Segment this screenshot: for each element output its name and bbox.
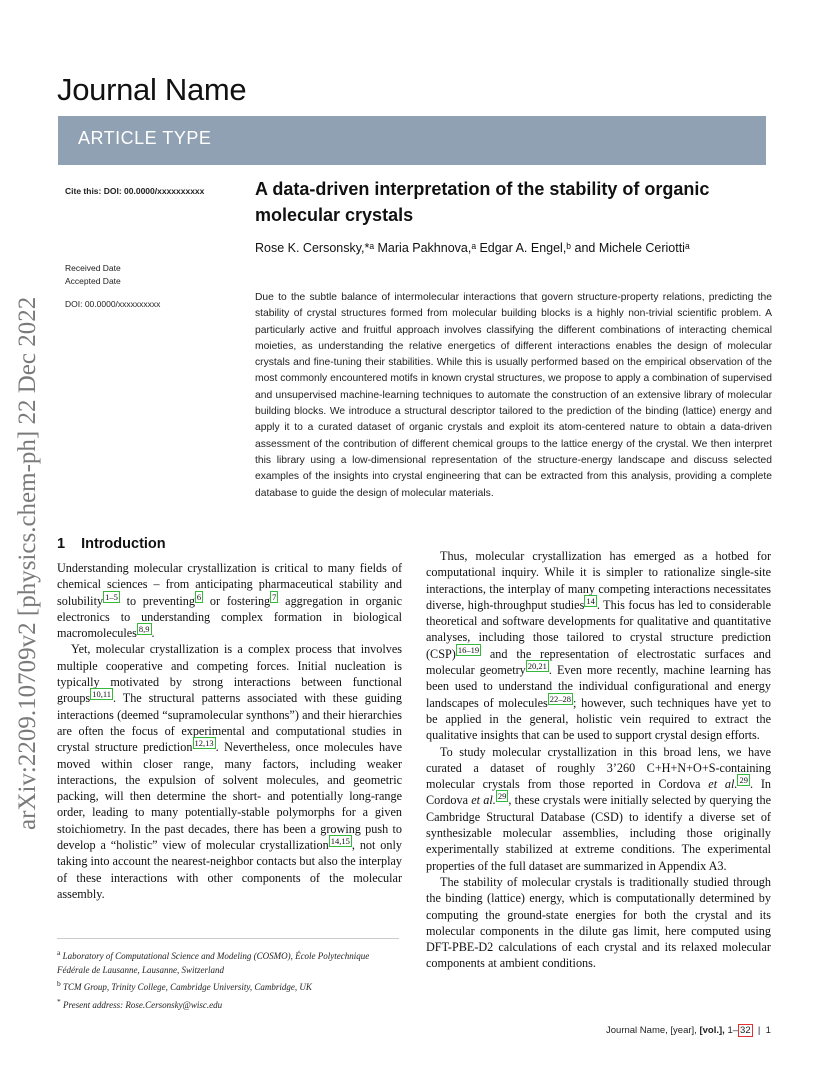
footer-pages-start: 1–: [727, 1025, 739, 1036]
citation-link[interactable]: 8,9: [138, 624, 150, 635]
article-type-banner: [58, 116, 766, 165]
received-date: Received Date: [65, 263, 121, 273]
text-run: to preventing: [119, 593, 195, 608]
footnote: [57, 977, 402, 995]
cite-this: Cite this: DOI: 00.0000/xxxxxxxxxx: [65, 186, 205, 196]
citation-link[interactable]: 22–28: [549, 693, 572, 704]
footnote-text: Present address: Rose.Cersonsky@wisc.edu: [63, 999, 223, 1010]
text-run: .: [151, 626, 155, 641]
citation-link[interactable]: 16–19: [457, 644, 480, 655]
footer-volume: [vol.],: [699, 1025, 725, 1036]
text-run: or fostering: [203, 593, 271, 608]
dates-block: [65, 262, 121, 288]
author-list: Rose K. Cersonsky,*ᵃ Maria Pakhnova,ᵃ Edgar A. Engel,ᵇ and Michele Ceriottiᵃ: [255, 241, 690, 255]
citation-link[interactable]: 29: [497, 791, 507, 802]
journal-name: Journal Name: [57, 72, 247, 107]
text-run: Thus, molecular crystallization has emerged as a hotbed for computational inquiry. While it is simpler to rationalize single-site interactions, the interplay of many competing interactions necessitates diverse, high-throughput studies: [426, 549, 771, 612]
footnote-text: Laboratory of Computational Science and Modeling (COSMO), École Polytechnique Fédérale de Lausanne, Lausanne, Switzerland: [57, 951, 370, 975]
left-column: [57, 560, 402, 902]
paragraph: [57, 641, 402, 902]
article-type-label: ARTICLE TYPE: [78, 128, 212, 148]
footnote: [57, 946, 402, 977]
footnote-rule: [57, 938, 399, 939]
et-al: et al.: [708, 777, 738, 792]
footer-journal: Journal Name, [year],: [606, 1025, 697, 1036]
text-run: . This focus has led to considerable theoretical and software developments for qualitative and quantitative analyses, including those tailored to crystal structure prediction (CSP): [426, 597, 772, 661]
paragraph: [426, 744, 771, 874]
text-run: Understanding molecular crystallization is critical to many fields of chemical sciences – from anticipating pharmaceutical stability and solubility: [57, 561, 402, 608]
text-run: . In Cordova: [426, 777, 772, 808]
footnote-mark: b: [57, 979, 61, 988]
paragraph: [57, 560, 402, 641]
page-footer: Journal Name, [year], [vol.], 1– 32 | 1: [606, 1025, 771, 1036]
et-al: et al.: [471, 793, 496, 808]
text-run: . Nevertheless, once molecules have moved within closer range, many factors, including weaker interactions, the expulsion of solvent molecules, and geometric packing, will then determine the short- and potentially long-range order, leading to many potentially-stable polymorphs for a given stoichiometry. In the past decades, there has been a growing push to develop a “holistic” view of molecular crystallization: [57, 740, 402, 853]
text-run: Yet, molecular crystallization is a complex process that involves multiple cooperative and competing forces. Initial nucleation is typically motivated by strong interactions between functional groups: [57, 642, 402, 706]
paragraph: [426, 548, 771, 744]
citation-link[interactable]: 14: [586, 595, 595, 606]
section-number: 1: [57, 536, 66, 552]
doi: DOI: 00.0000/xxxxxxxxxx: [65, 299, 161, 309]
right-column: [426, 548, 771, 972]
arxiv-stamp: arXiv:2209.10709v2 [physics.chem-ph] 22 Dec 2022: [14, 296, 41, 830]
citation-link[interactable]: 10,11: [92, 689, 111, 700]
footnote-mark: *: [57, 996, 61, 1006]
citation-link[interactable]: 29: [739, 775, 748, 786]
text-run: , these crystals were initially selected by querying the Cambridge Structural Database (CSD) to identify a diverse set of synthesizable molecular assemblies, including those originally experimentally stabilized at extreme conditions. The experimental properties of the full dataset are summarized in Appendix A3.: [426, 793, 771, 873]
text-run: ; however, such techniques have yet to be applied in the general, holistic vein required to extract the qualitative insights that can be used to support crystal design efforts.: [426, 695, 771, 743]
text-run: . The structural patterns associated with these guiding interactions (deemed “supramolecular synthons”) and their hierarchies are often the focus of experimental and computational studies in crystal structure prediction: [57, 691, 402, 755]
accepted-date: Accepted Date: [65, 276, 121, 286]
citation-link[interactable]: 12,13: [194, 738, 214, 749]
footnotes: [57, 946, 402, 1012]
footnote-mark: a: [57, 948, 61, 957]
abstract: Due to the subtle balance of intermolecular interactions that govern structure-property relations, predicting the stability of crystal structures formed from molecular building blocks is a highly non-trivial scientific problem. A particularly active and fruitful approach involves classifying the different combinations of interacting chemical moieties, as understanding the relative energetics of different interactions enables the design of molecular crystals and fine-tuning their stabilities. While this is usually performed based on the empirical observation of the most commonly encountered motifs in known crystal structures, we propose to apply a combination of supervised and unsupervised machine-learning techniques to automate the construction of an extensive library of molecular building blocks. We introduce a structural descriptor tailored to the prediction of the binding (lattice) energy and apply it to a curated dataset of organic crystals and exploit its atom-centered nature to obtain a data-driven assessment of the contribution of different chemical groups to the lattice energy of the crystal. We then interpret this library using a low-dimensional representation of the structure-energy landscape and discuss selected examples of the insights into crystal engineering that can be extracted from this analysis, providing a complete database to guide the design of molecular materials.: [255, 292, 772, 499]
text-run: and the representation of electrostatic surfaces and molecular geometry: [426, 646, 771, 678]
paragraph: The stability of molecular crystals is traditionally studied through the binding (lattice) energy, which is computationally determined by computing the ground-state energies for both the crystal and its molecular components in the dilute gas limit, here computed using DFT-PBE-D2 calculations of each crystal and its relaxed molecular components at ambient conditions.: [426, 874, 771, 971]
citation-link[interactable]: 20,21: [527, 661, 547, 672]
citation-link[interactable]: 6: [196, 591, 202, 602]
footnote: [57, 995, 402, 1013]
text-run: aggregation in organic electronics to understanding complex formation in biological macromolecules: [57, 593, 402, 641]
paper-title: A data-driven interpretation of the stability of organic molecular crystals: [255, 179, 710, 225]
citation-link[interactable]: 14,15: [330, 835, 350, 846]
page-number: 1: [765, 1025, 771, 1036]
last-page-link[interactable]: 32: [740, 1025, 751, 1036]
text-run: To study molecular crystallization in this broad lens, we have curated a dataset of roughly 3’260 C+H+N+O+S-containing molecular crystals from those reported in Cordova: [426, 744, 771, 792]
text-run: , not only taking into account the nearest-neighbor contacts but also the interplay of these interactions with other components of the molecular assembly.: [57, 838, 402, 901]
section-title: Introduction: [81, 536, 166, 552]
section-heading: [57, 536, 166, 552]
footnote-text: TCM Group, Trinity College, Cambridge University, Cambridge, UK: [63, 982, 312, 992]
text-run: . Even more recently, machine learning has been used to understand the individual configurational and energy landscapes of molecules: [426, 663, 771, 710]
citation-link[interactable]: 7: [272, 591, 277, 602]
citation-link[interactable]: 1–5: [105, 591, 118, 602]
